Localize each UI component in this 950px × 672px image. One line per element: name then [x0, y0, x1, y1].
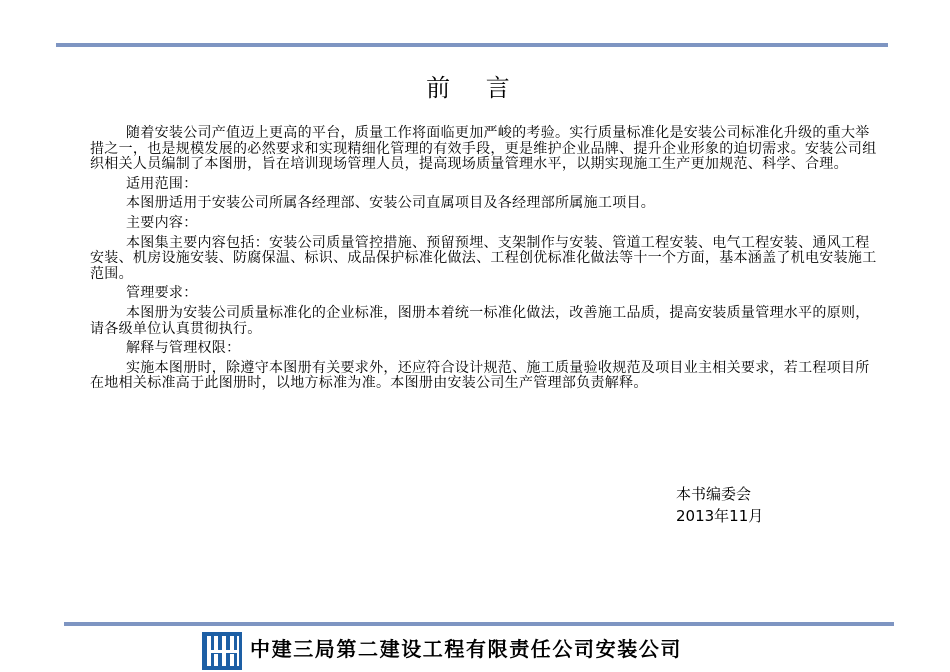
section-heading-requirements: 管理要求： — [126, 285, 198, 302]
footer-company-name: 中建三局第二建设工程有限责任公司安装公司 — [250, 637, 682, 661]
content-paragraph: 本图集主要内容包括：安装公司质量管控措施、预留预埋、支架制作与安装、管道工程安装、电气工程安装、通风工程安装、机房设施安装、防腐保温、标识、成品保护标准化做法、工程创优标准化做法等十一个方面，基本涵盖了机电安装施工范围。 — [90, 234, 877, 282]
company-logo-icon — [202, 632, 242, 670]
requirements-paragraph: 本图册为安装公司质量标准化的企业标准，图册本着统一标准化做法，改善施工品质，提高安装质量管理水平的原则，请各级单位认真贯彻执行。 — [90, 304, 870, 337]
scope-paragraph: 本图册适用于安装公司所属各经理部、安装公司直属项目及各经理部所属施工项目。 — [126, 195, 656, 212]
section-heading-scope: 适用范围： — [126, 175, 198, 192]
header-rule — [56, 43, 888, 47]
signature-block — [676, 483, 763, 527]
signature-org: 本书编委会 — [676, 485, 752, 503]
page-title: 前 言 — [426, 74, 524, 102]
interpretation-paragraph: 实施本图册时，除遵守本图册有关要求外，还应符合设计规范、施工质量验收规范及项目业主相关要求，若工程项目所在地相关标准高于此图册时，以地方标准为准。本图册由安装公司生产管理部负责解释。 — [90, 359, 870, 392]
footer-rule — [64, 622, 894, 626]
intro-paragraph: 随着安装公司产值迈上更高的平台，质量工作将面临更加严峻的考验。实行质量标准化是安装公司标准化升级的重大举措之一，也是规模发展的必然要求和实现精细化管理的有效手段，更是维护企业品牌、提升企业形象的迫切需求。安装公司组织相关人员编制了本图册，旨在培训现场管理人员，提高现场质量管理水平，以期实现施工生产更加规范、科学、合理。 — [90, 125, 877, 173]
section-heading-content: 主要内容： — [126, 214, 198, 231]
signature-date: 2013年11月 — [676, 507, 764, 525]
section-heading-interpretation: 解释与管理权限： — [126, 340, 241, 357]
preface-body — [90, 124, 880, 392]
